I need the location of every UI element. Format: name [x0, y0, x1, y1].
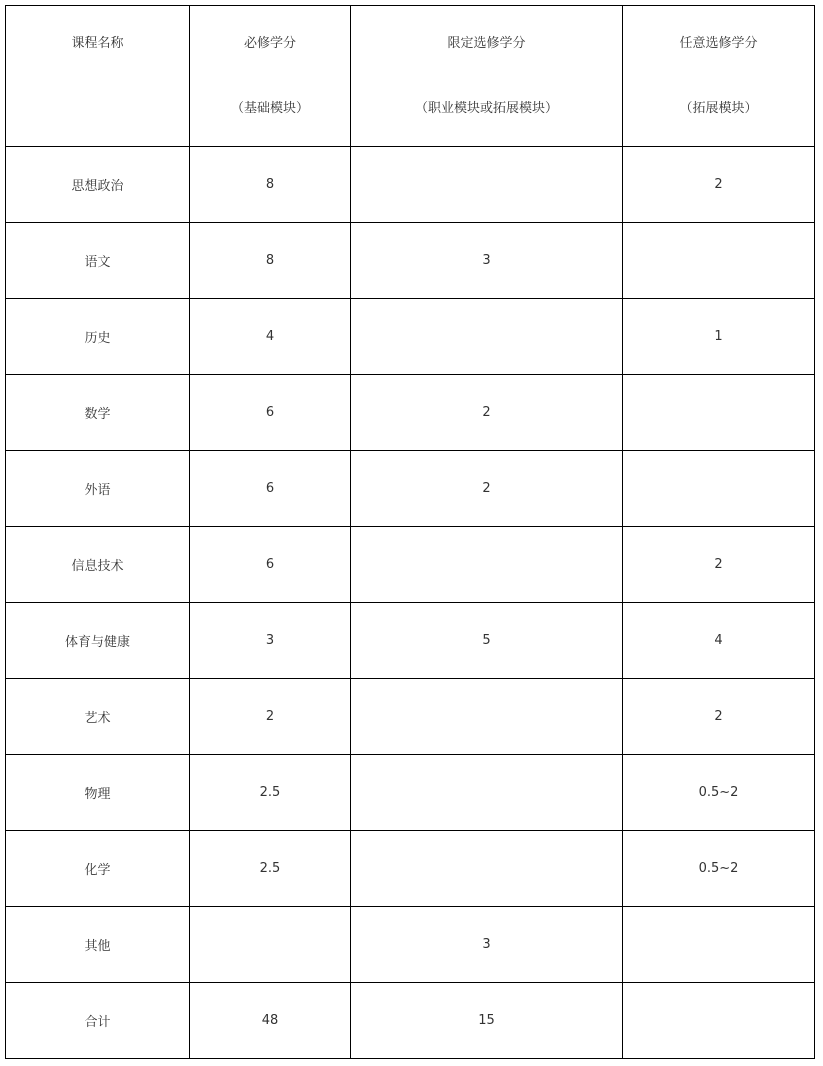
free-elective-cell: 0.5~2: [623, 831, 815, 907]
course-name-cell: 数学: [6, 375, 190, 451]
limited-elective-cell: 3: [351, 907, 623, 983]
limited-elective-cell: [351, 755, 623, 831]
free-elective-cell: [623, 223, 815, 299]
header-required-credits-label: 必修学分: [243, 36, 296, 51]
header-row: [6, 6, 815, 147]
course-name-cell: 外语: [6, 451, 190, 527]
header-free-elective-credits: [623, 6, 815, 147]
required-credits-cell: 48: [190, 983, 351, 1059]
table-row: [6, 147, 815, 223]
free-elective-cell: 1: [623, 299, 815, 375]
course-name-cell: 信息技术: [6, 527, 190, 603]
required-credits-cell: [190, 907, 351, 983]
header-course-name-label: 课程名称: [71, 36, 124, 51]
header-free-elective-sublabel: （拓展模块）: [679, 101, 758, 116]
required-credits-cell: 2.5: [190, 755, 351, 831]
course-name-cell: 合计: [6, 983, 190, 1059]
free-elective-cell: [623, 451, 815, 527]
course-name-cell: 体育与健康: [6, 603, 190, 679]
table-body: [6, 147, 815, 1059]
limited-elective-cell: 15: [351, 983, 623, 1059]
limited-elective-cell: [351, 527, 623, 603]
header-required-credits: [190, 6, 351, 147]
table-row: [6, 831, 815, 907]
table-row: [6, 603, 815, 679]
limited-elective-cell: [351, 299, 623, 375]
course-name-cell: 历史: [6, 299, 190, 375]
required-credits-cell: 8: [190, 223, 351, 299]
required-credits-cell: 2: [190, 679, 351, 755]
free-elective-cell: 2: [623, 527, 815, 603]
table-row: [6, 375, 815, 451]
limited-elective-cell: 3: [351, 223, 623, 299]
required-credits-cell: 2.5: [190, 831, 351, 907]
header-limited-elective-label: 限定选修学分: [447, 36, 526, 51]
required-credits-cell: 6: [190, 375, 351, 451]
table-row: [6, 983, 815, 1059]
header-limited-elective-sublabel: （职业模块或拓展模块）: [414, 101, 558, 116]
limited-elective-cell: 5: [351, 603, 623, 679]
header-course-name: [6, 6, 190, 147]
course-name-cell: 思想政治: [6, 147, 190, 223]
credits-table: [5, 5, 815, 1059]
free-elective-cell: 2: [623, 147, 815, 223]
table-row: [6, 907, 815, 983]
limited-elective-cell: [351, 831, 623, 907]
course-name-cell: 语文: [6, 223, 190, 299]
table-row: [6, 755, 815, 831]
table-row: [6, 679, 815, 755]
course-name-cell: 其他: [6, 907, 190, 983]
header-free-elective-label: 任意选修学分: [679, 36, 758, 51]
course-name-cell: 物理: [6, 755, 190, 831]
table-row: [6, 223, 815, 299]
limited-elective-cell: [351, 147, 623, 223]
table-row: [6, 451, 815, 527]
table-row: [6, 299, 815, 375]
required-credits-cell: 6: [190, 527, 351, 603]
limited-elective-cell: 2: [351, 451, 623, 527]
limited-elective-cell: 2: [351, 375, 623, 451]
required-credits-cell: 8: [190, 147, 351, 223]
free-elective-cell: 0.5~2: [623, 755, 815, 831]
table-row: [6, 527, 815, 603]
course-name-cell: 化学: [6, 831, 190, 907]
free-elective-cell: [623, 907, 815, 983]
required-credits-cell: 4: [190, 299, 351, 375]
header-limited-elective-credits: [351, 6, 623, 147]
free-elective-cell: 4: [623, 603, 815, 679]
header-required-credits-sublabel: （基础模块）: [230, 101, 309, 116]
required-credits-cell: 3: [190, 603, 351, 679]
free-elective-cell: 2: [623, 679, 815, 755]
free-elective-cell: [623, 375, 815, 451]
required-credits-cell: 6: [190, 451, 351, 527]
table-header: [6, 6, 815, 147]
free-elective-cell: [623, 983, 815, 1059]
course-name-cell: 艺术: [6, 679, 190, 755]
limited-elective-cell: [351, 679, 623, 755]
